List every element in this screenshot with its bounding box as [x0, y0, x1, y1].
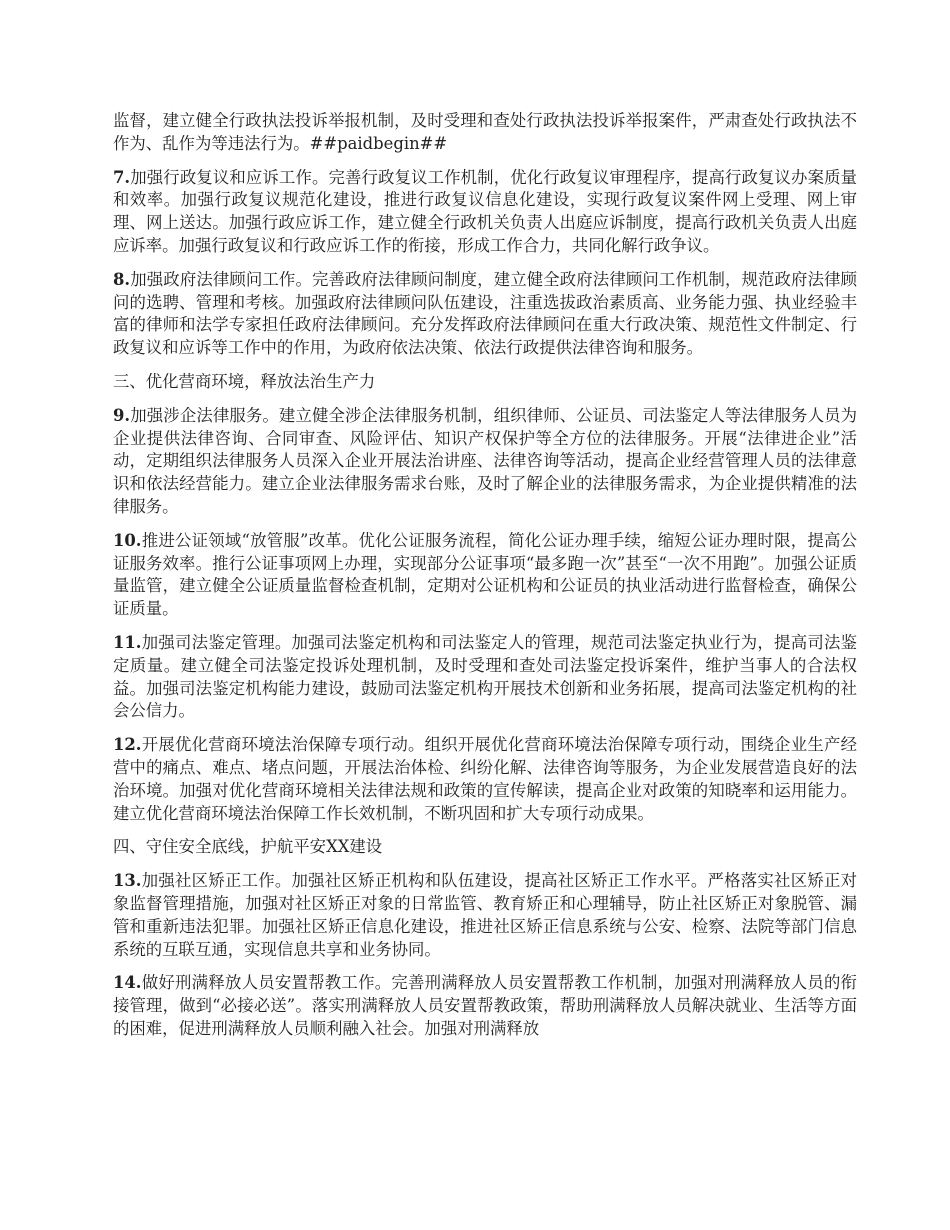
paragraph-item-8: 8.加强政府法律顾问工作。完善政府法律顾问制度，建立健全政府法律顾问工作机制，规范政府法律顾问的选聘、管理和考核。加强政府法律顾问队伍建设，注重选拔政治素质高、业务能力强、执业经验丰富的律师和法学专家担任政府法律顾问。充分发挥政府法律顾问在重大行政决策、规范性文件制定、行政复议和应诉等工作中的作用，为政府依法决策、依法行政提供法律咨询和服务。 [113, 269, 857, 358]
section-heading-4: 四、守住安全底线，护航平安XX建设 [113, 837, 383, 857]
paragraph-item-9: 9.加强涉企法律服务。建立健全涉企法律服务机制，组织律师、公证员、司法鉴定人等法律服务人员为企业提供法律咨询、合同审查、风险评估、知识产权保护等全方位的法律服务。开展“法律进企业”活动，定期组织法律服务人员深入企业开展法治讲座、法律咨询等活动，提高企业经营管理人员的法律意识和依法经营能力。建立企业法律服务需求台账，及时了解企业的法律服务需求，为企业提供精准的法律服务。 [113, 405, 857, 516]
paragraph-item-13: 13.加强社区矫正工作。加强社区矫正机构和队伍建设，提高社区矫正工作水平。严格落实社区矫正对象监督管理措施，加强对社区矫正对象的日常监管、教育矫正和心理辅导，防止社区矫正对象脱管、漏管和重新违法犯罪。加强社区矫正信息化建设，推进社区矫正信息系统与公安、检察、法院等部门信息系统的互联互通，实现信息共享和业务协同。 [113, 871, 857, 959]
paragraph-item-7: 7.加强行政复议和应诉工作。完善行政复议工作机制，优化行政复议审理程序，提高行政复议办案质量和效率。加强行政复议规范化建设，推进行政复议信息化建设，实现行政复议案件网上受理、网上审理、网上送达。加强行政应诉工作，建立健全行政机关负责人出庭应诉制度，提高行政机关负责人出庭应诉率。加强行政复议和行政应诉工作的衔接，形成工作合力，共同化解行政争议。 [113, 167, 857, 255]
paragraph-item-14: 14.做好刑满释放人员安置帮教工作。完善刑满释放人员安置帮教工作机制，加强对刑满释放人员的衔接管理，做到“必接必送”。落实刑满释放人员安置帮教政策，帮助刑满释放人员解决就业、生活等方面的困难，促进刑满释放人员顺利融入社会。加强对刑满释放 [113, 973, 857, 1038]
paragraph-item-12: 12.开展优化营商环境法治保障专项行动。组织开展优化营商环境法治保障专项行动，围绕企业生产经营中的痛点、难点、堵点问题，开展法治体检、纠纷化解、法律咨询等服务，为企业发展营造良好的法治环境。加强对优化营商环境相关法律法规和政策的宣传解读，提高企业对政策的知晓率和运用能力。建立优化营商环境法治保障工作长效机制，不断巩固和扩大专项行动成果。 [113, 735, 857, 823]
paragraph-continuation: 监督，建立健全行政执法投诉举报机制，及时受理和查处行政执法投诉举报案件，严肃查处行政执法不作为、乱作为等违法行为。##paidbegin## [113, 111, 857, 153]
paragraph-item-11: 11.加强司法鉴定管理。加强司法鉴定机构和司法鉴定人的管理，规范司法鉴定执业行为，提高司法鉴定质量。建立健全司法鉴定投诉处理机制，及时受理和查处司法鉴定投诉案件，维护当事人的合法权益。加强司法鉴定机构能力建设，鼓励司法鉴定机构开展技术创新和业务拓展，提高司法鉴定机构的社会公信力。 [113, 632, 857, 721]
paragraph-item-10: 10.推进公证领域“放管服”改革。优化公证服务流程，简化公证办理手续，缩短公证办理时限，提高公证服务效率。推行公证事项网上办理，实现部分公证事项“最多跑一次”甚至“一次不用跑”。加强公证质量监管，建立健全公证质量监督检查机制，定期对公证机构和公证员的执业活动进行监督检查，确保公证质量。 [113, 530, 857, 619]
section-heading-3: 三、优化营商环境，释放法治生产力 [113, 371, 376, 391]
document-body [113, 110, 857, 1052]
